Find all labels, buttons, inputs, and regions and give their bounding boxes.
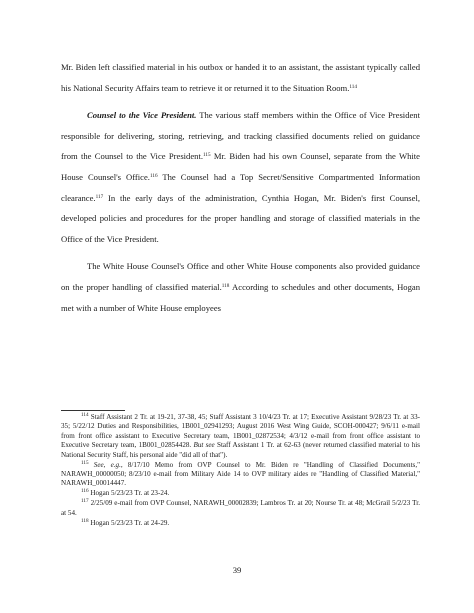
paragraph-text: The various staff members within the Office of Vice President responsible for delivering, storing, retrieving, and tracking classified documents relied on guidance from the Counsel to the Vice President. — [61, 110, 420, 162]
footnote-115 — [61, 461, 420, 489]
paragraph-counsel — [61, 105, 420, 249]
footnote-number: 117 — [81, 498, 89, 505]
paragraph-white-house-counsel — [61, 256, 420, 318]
footnote-114 — [61, 413, 420, 460]
footnote-text: Hogan 5/23/23 Tr. at 24-29. — [88, 518, 170, 527]
footnote-ref-118[interactable]: 118 — [221, 282, 230, 289]
citation-signal: See, e.g. — [93, 460, 121, 469]
footnote-ref-115[interactable]: 115 — [203, 152, 211, 159]
footnote-text: , 8/17/10 Memo from OVP Counsel to Mr. Biden re "Handling of Classified Documents," NARAWH_00000050; 8/23/10 e-mail from Military Aide 14 to OVP military aides re "Handling of Classified Material," NARAWH_00014447. — [61, 460, 420, 488]
paragraph-text: The Counsel had a Top Secret/Sensitive Compartmented Information clearance. — [61, 171, 420, 203]
footnote-118 — [61, 519, 420, 528]
footnote-number: 115 — [81, 459, 89, 466]
footnotes — [61, 413, 420, 529]
citation-signal: But see — [193, 441, 215, 450]
footnote-separator — [61, 410, 125, 411]
footnote-number: 114 — [81, 412, 89, 418]
paragraph-outbox — [61, 57, 420, 98]
footnote-number: 116 — [81, 488, 89, 495]
footnote-ref-117[interactable]: 117 — [95, 193, 104, 200]
footnote-text: Hogan 5/23/23 Tr. at 23-24. — [88, 489, 170, 498]
paragraph-text: Mr. Biden left classified material in his outbox or handed it to an assistant, the assistant typically called his National Security Affairs team to retrieve it or returned it to the Situation Room. — [61, 62, 420, 93]
page-number: 39 — [232, 565, 242, 575]
body-text — [61, 57, 420, 318]
paragraph-text: The White House Counsel's Office and other White House components also provided guidance on the proper handling of classified material. — [61, 261, 420, 292]
footnote-text: Staff Assistant 1 Tr. at 62-63 (never returned classified material to his National Security Staff, his personal aide "did all of that"). — [61, 441, 420, 459]
section-run-in-heading: Counsel to the Vice President. — [87, 110, 197, 121]
footnote-116 — [61, 489, 420, 498]
footnote-117 — [61, 499, 420, 518]
paragraph-text: According to schedules and other documents, Hogan met with a number of White House employees — [61, 281, 420, 313]
paragraph-text: In the early days of the administration, Cynthia Hogan, Mr. Biden's first Counsel, developed policies and procedures for the proper handling and storage of classified materials in the Office of the Vice President. — [61, 192, 420, 244]
footnote-text: 2/25/09 e-mail from OVP Counsel, NARAWH_00002839; Lambros Tr. at 20; Nourse Tr. at 48; McGrail 5/2/23 Tr. at 54. — [61, 499, 420, 517]
footnote-text: Staff Assistant 2 Tr. at 19-21, 37-38, 45; Staff Assistant 3 10/4/23 Tr. at 17; Executive Assistant 9/28/23 Tr. at 33-35; 5/22/12 Duties and Responsibilities, 1B001_02941293; August 2016 West Wing Guide, SCOH-000427; 9/6/11 e-mail from front office assistant to Executive Secretary team, 1B001_02872534; 4/3/12 e-mail from front office assistant to Executive Secretary team, 1B001_02854428. — [61, 413, 420, 450]
footnote-number: 118 — [81, 517, 89, 524]
footnote-ref-116[interactable]: 116 — [149, 172, 158, 179]
paragraph-text: Mr. Biden had his own Counsel, separate from the White House Counsel's Office. — [61, 151, 421, 182]
footnote-ref-114[interactable]: 114 — [349, 83, 357, 90]
